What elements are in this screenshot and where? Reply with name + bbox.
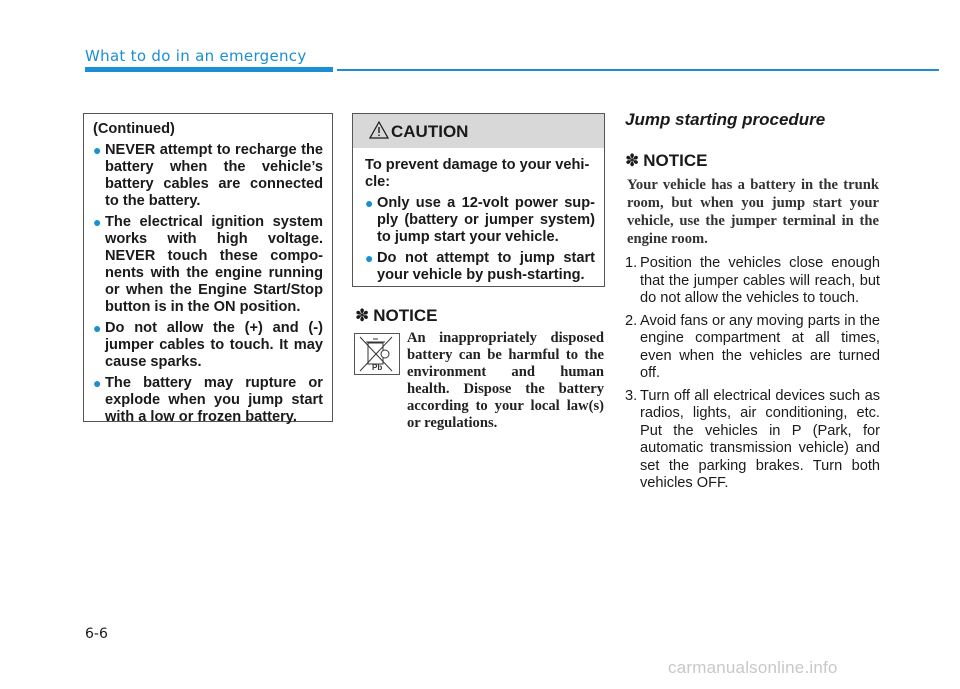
crossed-bin-icon [354, 333, 400, 375]
svg-text:Pb: Pb [372, 363, 383, 372]
header-rule-thin [337, 69, 939, 71]
continued-warning-box [83, 113, 333, 425]
asterisk-icon: ✽ [625, 151, 640, 170]
caution-intro: To prevent damage to your vehi-cle: [365, 157, 590, 190]
jump-notice-text: Your vehicle has a battery in the trunk room, but when you jump start your vehicle, use the jumper terminal in the engine room. [627, 177, 879, 247]
bullet-icon: ● [93, 320, 102, 336]
warning-item: ● The battery may rupture or explode when you jump start with a low or frozen battery. [93, 375, 323, 425]
caution-label: CAUTION [391, 122, 469, 141]
jump-notice-heading: ✽ NOTICE [625, 151, 708, 170]
bullet-icon: ● [93, 214, 102, 230]
section-title: What to do in an emergency [85, 47, 307, 65]
jump-steps-list [625, 255, 880, 498]
bullet-icon: ● [93, 142, 102, 158]
bullet-icon: ● [365, 250, 374, 266]
header-rule-thick [85, 67, 333, 72]
jump-step: 1. Position the vehicles close enough that the jumper cables will reach, but do not allow the vehicles to touch. [625, 255, 880, 306]
page-number: 6-6 [85, 626, 108, 642]
disposal-notice-text: An inappropriately disposed battery can be harmful to the environment and human health. Dispose the battery according to your local law(s) or regulations. [407, 330, 604, 431]
jump-step: 2. Avoid fans or any moving parts in the engine compartment at all times, even when the vehicles are turned off. [625, 312, 880, 381]
caution-header [353, 114, 604, 148]
caution-box [352, 113, 605, 287]
jump-step: 3. Turn off all electrical devices such as radios, lights, air conditioning, etc. Put the vehicles in P (Park, for automatic transmission vehicle) and set the parking brakes. Turn both vehicles OFF. [625, 387, 880, 491]
asterisk-icon: ✽ [355, 306, 370, 325]
warning-item: ● The electrical ignition system works with high voltage. NEVER touch these compo-nents with the engine running or when the Engine Start/Stop button is in the ON position. [93, 214, 323, 315]
warning-item: ● NEVER attempt to recharge the battery when the vehicle’s battery cables are connected to the battery. [93, 142, 323, 209]
continued-label: (Continued) [93, 121, 175, 137]
warning-triangle-icon [369, 121, 389, 139]
watermark: carmanualsonline.info [668, 658, 838, 677]
warning-item: ● Do not allow the (+) and (-) jumper cables to touch. It may cause sparks. [93, 320, 323, 370]
bullet-icon: ● [365, 195, 374, 211]
disposal-notice-heading: ✽ NOTICE [355, 306, 438, 325]
caution-item: ● Only use a 12-volt power sup-ply (battery or jumper system) to jump start your vehicle. [365, 195, 595, 245]
bullet-icon: ● [93, 375, 102, 391]
recycle-bin-icon [355, 334, 399, 374]
jump-starting-title: Jump starting procedure [625, 110, 826, 129]
caution-item: ● Do not attempt to jump start your vehicle by push-starting. [365, 250, 595, 283]
